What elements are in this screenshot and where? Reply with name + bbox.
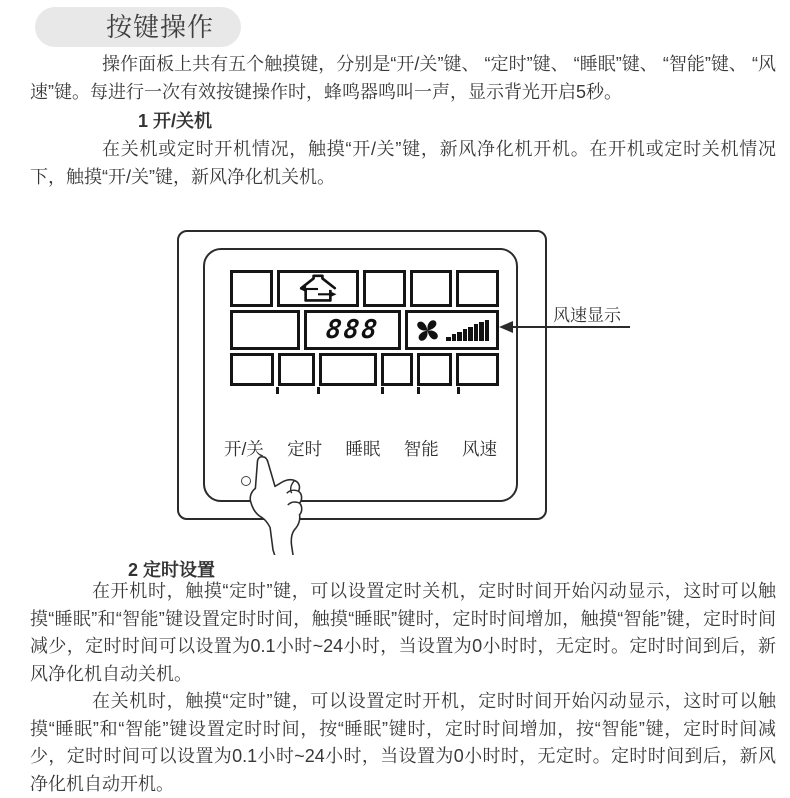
- lcd-cell: [456, 270, 499, 307]
- lcd-cell: [230, 353, 274, 386]
- lcd-cell: [456, 353, 499, 386]
- control-panel-diagram: [177, 230, 547, 520]
- lcd-cell-house: [277, 270, 360, 307]
- lcd-tick: [381, 387, 384, 394]
- key-power: 开/关: [224, 439, 264, 459]
- section2-paragraph-1: 在开机时，触摸“定时”键，可以设置定时关机，定时时间开始闪动显示，这时可以触摸“睡眠”和“智能”键设置定时时间，触摸“睡眠”键时，定时时间增加，触摸“智能”键，定时时间减少，定时时间可以设置为0.1小时~24小时，当设置为0小时时，无定时。定时时间到后，新风净化机自动关机。: [30, 581, 776, 684]
- section2-paragraph-2: 在关机时，触摸“定时”键，可以设置定时开机，定时时间开始闪动显示，这时可以触摸“睡眠”和“智能”键设置定时时间，按“睡眠”键时，定时时间增加，按“智能”键，定时时间减少，定时时间可以设置为0.1小时~24小时，当设置为0小时时，无定时。定时时间到后，新风净化机自动开机。: [30, 691, 776, 794]
- lcd-cell: [410, 270, 453, 307]
- house-ventilation-icon: [298, 274, 338, 304]
- seven-segment-readout: 888: [324, 315, 381, 345]
- lcd-cell: [319, 353, 377, 386]
- section2-heading: 2 定时设置: [128, 560, 216, 580]
- fan-icon: [415, 318, 440, 343]
- lcd-cell: [278, 353, 315, 386]
- key-sleep: 睡眠: [345, 439, 381, 459]
- lcd-cell-windspeed: [405, 310, 499, 350]
- callout-arrowhead-icon: [499, 321, 513, 333]
- key-smart: 智能: [403, 439, 439, 459]
- lcd-tick: [317, 387, 320, 394]
- lcd-cell: [417, 353, 452, 386]
- lcd-cell: [230, 310, 300, 350]
- lcd-cell: [230, 270, 273, 307]
- wind-speed-bars-icon: [446, 320, 489, 341]
- lcd-cell-digits: [304, 310, 401, 350]
- key-speed: 风速: [462, 439, 497, 459]
- section1-heading: 1 开/关机: [138, 111, 213, 131]
- lcd-display-grid: [230, 270, 499, 387]
- section1-paragraph: 在关机或定时开机情况，触摸“开/关”键，新风净化机开机。在开机或定时关机情况下，触摸“开/关”键，新风净化机关机。: [30, 139, 776, 187]
- page-title: 按键操作: [106, 12, 215, 42]
- lcd-tick: [457, 387, 460, 394]
- callout-line: [511, 326, 630, 328]
- lcd-tick: [417, 387, 420, 394]
- lcd-tick: [276, 387, 279, 394]
- lcd-cell: [381, 353, 413, 386]
- key-timer: 定时: [287, 439, 323, 459]
- intro-paragraph: 操作面板上共有五个触摸键，分别是“开/关”键、 “定时”键、 “睡眠”键、 “智能”键、 “风速”键。每进行一次有效按键操作时，蜂鸣器鸣叫一声，显示背光开启5秒。: [30, 54, 776, 102]
- lcd-cell: [363, 270, 406, 307]
- section-title-pill: [35, 7, 241, 47]
- pointing-hand-icon: [246, 455, 304, 555]
- windspeed-callout-label: 风速显示: [553, 306, 621, 325]
